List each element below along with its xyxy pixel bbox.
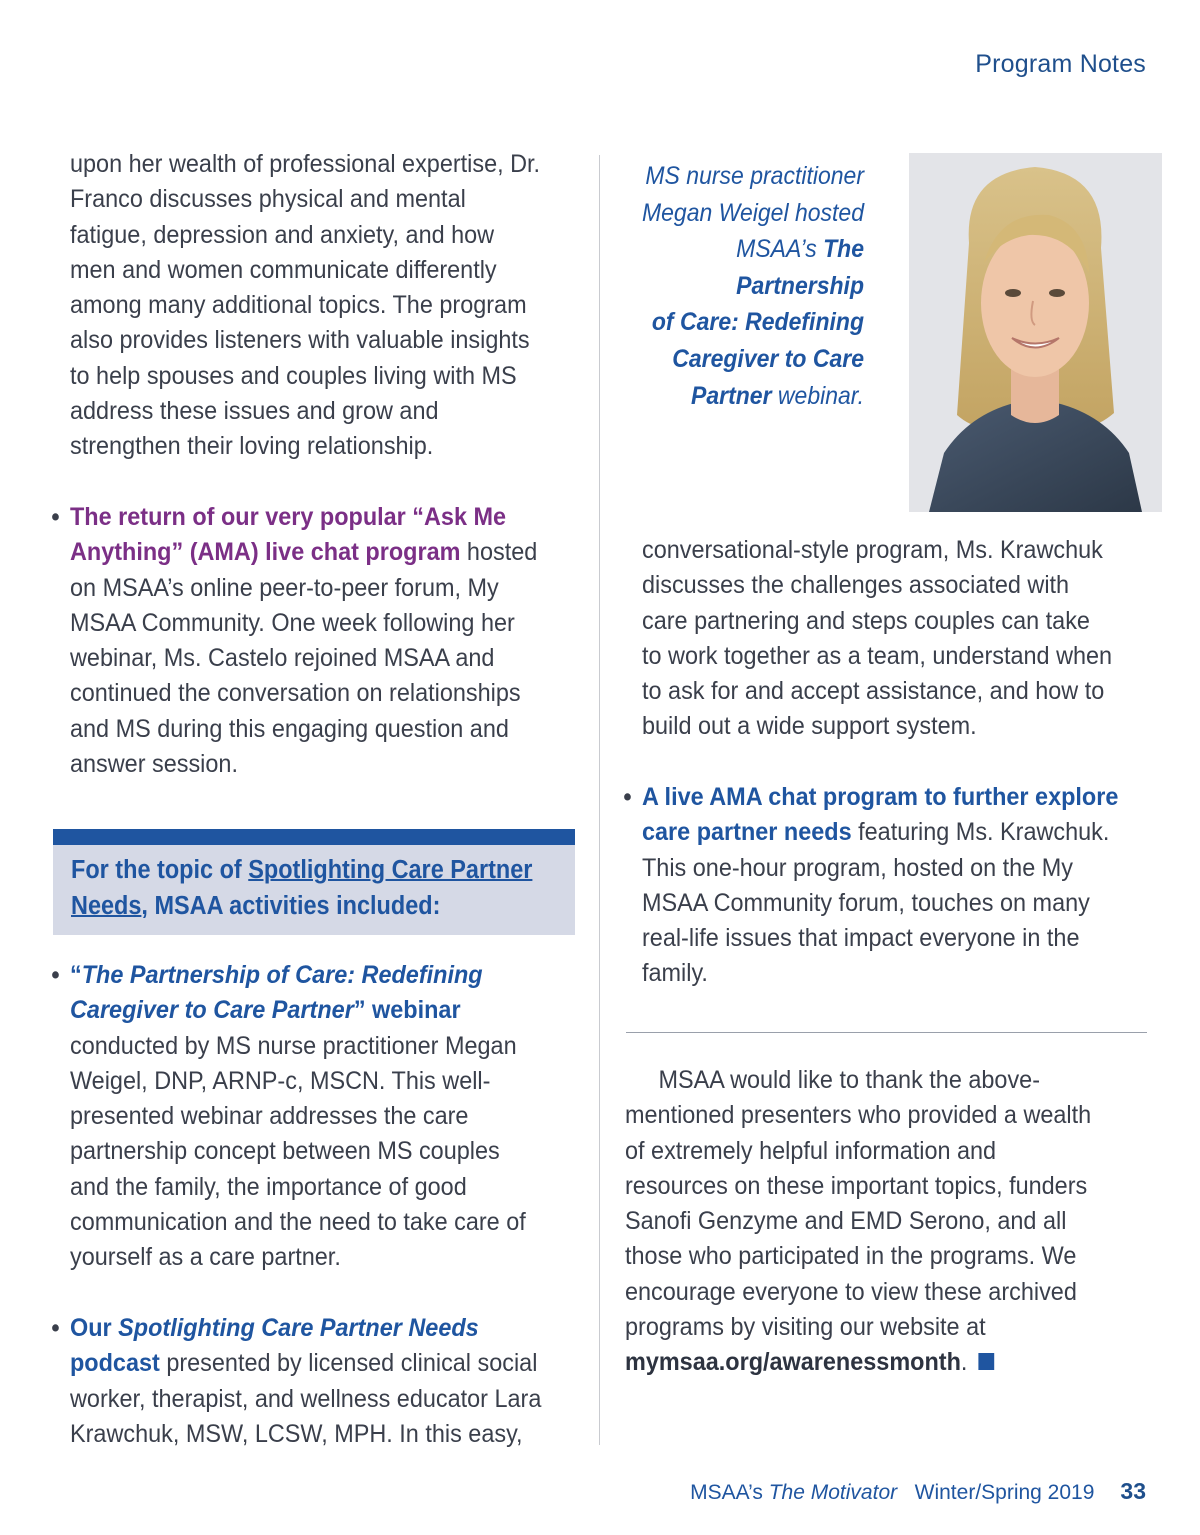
text-line: MSAA Community. One week following her [70,608,515,637]
text-fragment: Our [70,1314,119,1342]
footer-magazine: The Motivator [768,1481,898,1504]
text-line: conducted by MS nurse practitioner Megan [70,1031,517,1060]
podcast-continuation [642,533,1112,745]
text-line: conversational-style program, Ms. Krawchuk [642,536,1103,564]
page-number: 33 [1120,1478,1146,1504]
text-line: Weigel, DNP, ARNP-c, MSCN. This well- [70,1066,491,1095]
text-line: worker, therapist, and wellness educator Lara [70,1384,542,1413]
text-line: build out a wide support system. [642,712,977,741]
text-fragment: MSAA’s [736,235,824,264]
column-divider [599,155,600,1445]
podcast-title: Spotlighting Care Partner Needs [118,1314,479,1342]
franco-paragraph [70,147,540,465]
text-line: on MSAA’s online peer-to-peer forum, My [70,573,499,602]
text-line: fatigue, depression and anxiety, and how [70,220,495,249]
text-line: discusses the challenges associated with [642,571,1070,600]
caption-title: The Partnership [736,235,864,300]
podcast-bullet [51,1311,542,1452]
footer-prefix: MSAA’s [690,1481,769,1504]
text-line: to work together as a team, understand when [642,641,1113,670]
portrait-illustration [909,153,1162,512]
text-line: mentioned presenters who provided a wealth [625,1101,1092,1130]
topic-link-line1: Spotlighting Care Partner [248,856,533,884]
ama-bullet [51,500,538,782]
text-fragment: , MSAA activities included: [141,892,441,920]
text-fragment: podcast [70,1349,160,1378]
text-line: real-life issues that impact everyone in the [642,924,1080,953]
caption-line: Megan Weigel hosted [641,198,864,227]
text-line: also provides listeners with valuable insights [70,326,530,355]
text-line: of extremely helpful information and [625,1136,997,1165]
text-line: webinar, Ms. Castelo rejoined MSAA and [70,644,495,673]
webinar-title-line2: Caregiver to Care Partner [70,996,354,1025]
text-line: Franco discusses physical and mental [70,185,466,214]
thanks-paragraph [625,1063,1091,1381]
caption-title: Caregiver to Care [672,344,864,373]
footer-issue: Winter/Spring 2019 [914,1481,1095,1504]
text-line: and MS during this engaging question and [70,714,509,743]
photo-caption [621,158,864,414]
section-rule [626,1032,1147,1033]
text-fragment: “ [70,961,82,989]
section-label: Program Notes [975,50,1146,78]
topic-heading [71,852,532,924]
caption-line: MS nurse practitioner [645,162,864,190]
website-link[interactable]: mymsaa.org/awarenessmonth [625,1348,961,1377]
text-line: those who participated in the programs. We [625,1242,1077,1271]
text-fragment: For the topic of [71,856,249,884]
caption-title: Partner [690,381,772,410]
text-fragment: featuring Ms. Krawchuk. [851,818,1110,847]
text-line: Krawchuk, MSW, LCSW, MPH. In this easy, [70,1419,523,1448]
text-fragment: hosted [460,538,538,567]
text-line: communication and the need to take care of [70,1208,526,1237]
text-line: strengthen their loving relationship. [70,432,434,461]
text-line: presented webinar addresses the care [70,1102,469,1131]
topic-box-top-bar [53,829,575,845]
text-line: care partnering and steps couples can take [642,606,1090,635]
ama-heading-line2: Anything” (AMA) live chat program [70,538,461,567]
bullet-icon: • [51,503,60,531]
topic-link-line2: Needs [71,892,142,920]
text-line: upon her wealth of professional expertise, Dr. [70,150,541,178]
live-ama-heading-line1: A live AMA chat program to further explore [642,783,1119,811]
caption-title: of Care: Redefining [651,308,864,337]
bullet-icon: • [623,783,632,811]
text-fragment: webinar. [771,381,864,410]
text-fragment: ” webinar [353,996,461,1025]
text-line: MSAA Community forum, touches on many [642,888,1090,917]
text-line: address these issues and grow and [70,397,439,426]
text-fragment: presented by licensed clinical social [159,1349,538,1378]
page-footer [690,1478,1146,1505]
webinar-title-line1: The Partnership of Care: Redefining [81,961,483,989]
text-line: partnership concept between MS couples [70,1137,500,1166]
text-line: to ask for and accept assistance, and how to [642,677,1105,706]
text-line: continued the conversation on relationships [70,679,521,708]
text-line: encourage everyone to view these archived [625,1277,1077,1306]
text-line: resources on these important topics, funders [625,1171,1088,1200]
text-line: answer session. [70,750,238,779]
text-line: Sanofi Genzyme and EMD Serono, and all [625,1207,1067,1236]
text-line: to help spouses and couples living with MS [70,361,517,390]
live-ama-bullet [623,780,1119,992]
text-line: programs by visiting our website at [625,1313,986,1342]
text-line: and the family, the importance of good [70,1172,467,1201]
text-line: men and women communicate differently [70,255,497,284]
ama-heading-line1: The return of our very popular “Ask Me [70,503,507,531]
text-line: MSAA would like to thank the above- [658,1066,1040,1094]
text-fragment: . [960,1348,968,1377]
bullet-icon: • [51,961,60,989]
webinar-bullet [51,958,526,1276]
text-line: This one-hour program, hosted on the My [642,853,1073,882]
text-line: yourself as a care partner. [70,1243,341,1272]
end-mark-icon [979,1353,995,1370]
live-ama-heading-line2: care partner needs [642,818,852,847]
text-line: family. [642,959,708,988]
bullet-icon: • [51,1314,60,1342]
portrait-photo [909,153,1162,512]
text-line: among many additional topics. The program [70,291,527,320]
